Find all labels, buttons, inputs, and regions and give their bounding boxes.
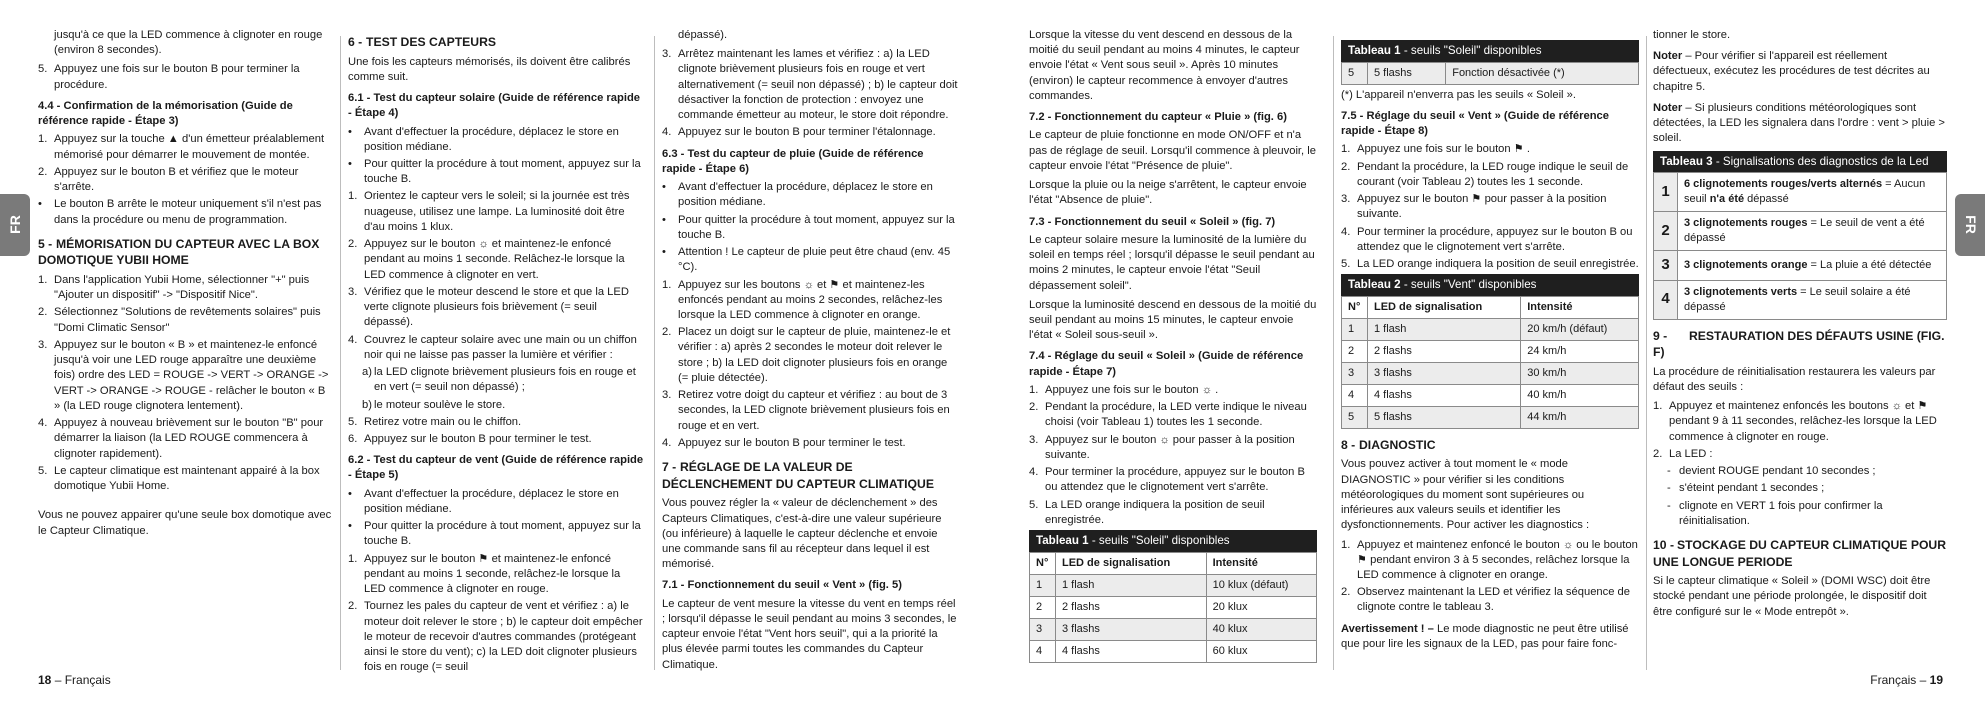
list-item <box>348 125 644 155</box>
table-cell: 2 <box>1030 596 1056 618</box>
list-item <box>662 125 958 140</box>
table-cell: 60 klux <box>1206 640 1316 662</box>
list-item <box>1341 160 1639 190</box>
table-1 <box>1029 530 1317 663</box>
table-cell: Fonction désactivée (*) <box>1446 62 1639 84</box>
list-item-text: Avant d'effectuer la procédure, déplacez le store en position médiane. <box>364 487 619 515</box>
list-marker: 4. <box>662 126 672 139</box>
table-header-cell: N° <box>1342 297 1368 319</box>
table-1-body <box>1030 574 1317 662</box>
list-marker: - <box>1667 465 1671 478</box>
table-cell: 2 flashs <box>1368 340 1521 362</box>
list-marker: 2. <box>1341 586 1351 599</box>
list-item-text: la LED clignote brièvement plusieurs fois en rouge et en vert (= seuil non dépassé) ; <box>374 366 636 394</box>
table-3 <box>1653 151 1947 320</box>
list-item-text: Couvrez le capteur solaire avec une main ou un chiffon noir qui ne laisse pas passer la lumière et vérifier : <box>364 333 637 361</box>
table-row <box>1342 319 1639 341</box>
list-item <box>1341 192 1639 222</box>
list-marker: • <box>38 198 42 211</box>
list-item-text: Appuyez et maintenez enfoncés les boutons ☼ et ⚑ pendant 9 à 11 secondes, relâchez-les lorsque la LED commence à clignoter en rouge. <box>1669 400 1937 443</box>
table-header-cell: Intensité <box>1206 552 1316 574</box>
table-cell: 4 <box>1030 640 1056 662</box>
section-heading-6-2: 6.2 - Test du capteur de vent (Guide de référence rapide - Étape 5) <box>348 454 644 482</box>
paragraph: Le capteur solaire mesure la luminosité de la lumière du soleil en temps réel ; lorsqu'il dépasse le seuil pendant au moins 2 minutes, le capteur envoie l'état "Seuil dépassement soleil". <box>1029 233 1315 292</box>
list-marker: 1. <box>348 190 358 203</box>
table-cell: 44 km/h <box>1521 406 1639 428</box>
table-cell: 2 <box>1342 340 1368 362</box>
list-5 <box>38 273 332 494</box>
table-header-cell: N° <box>1030 552 1056 574</box>
list-marker: • <box>348 520 352 533</box>
list-item <box>348 237 644 283</box>
table-row <box>1342 340 1639 362</box>
column-5 <box>1341 38 1639 656</box>
table-row <box>1654 212 1947 251</box>
paragraph: Vous pouvez activer à tout moment le « mode DIAGNOSTIC » pour vérifier si les conditions météorologiques du moment sont supérieures ou inférieures aux valeurs seuils et identifier les dysfonctionnements. Pour activer les diagnostics : <box>1341 458 1590 532</box>
list-item-text: Pour terminer la procédure, appuyez sur le bouton B ou attendez que le clignotement vert s'arrête. <box>1045 466 1305 494</box>
table-cell: 10 klux (défaut) <box>1206 574 1316 596</box>
list-item <box>1029 383 1317 398</box>
warning-note: Avertissement ! – Le mode diagnostic ne peut être utilisé que pour lire les signaux de la LED, pas pour faire fonc- <box>1341 622 1629 650</box>
list-8 <box>1341 538 1639 616</box>
bullets-6-2 <box>348 487 644 550</box>
list-marker: • <box>662 246 666 259</box>
list-item-text: Appuyez sur le bouton ⚑ pour passer à la position suivante. <box>1357 193 1607 221</box>
section-heading-7: 7 - RÉGLAGE DE LA VALEUR DE DÉCLENCHEMENT DU CAPTEUR CLIMATIQUE <box>662 460 934 491</box>
table-row <box>1342 406 1639 428</box>
table-cell: 5 <box>1342 406 1368 428</box>
list-item-text: Le bouton B arrête le moteur uniquement s'il n'est pas dans la procédure ou menu de programmation. <box>54 198 322 226</box>
list-item-text: Appuyez sur le bouton B pour terminer l'étalonnage. <box>678 126 936 139</box>
list-item <box>1653 464 1947 479</box>
section-heading-7-2: 7.2 - Fonctionnement du capteur « Pluie » (fig. 6) <box>1029 111 1287 124</box>
list-marker: 1. <box>1029 383 1039 396</box>
list-item <box>38 305 332 335</box>
table-1-continued-body <box>1342 62 1639 84</box>
list-item-text: s'éteint pendant 1 secondes ; <box>1679 482 1825 495</box>
table-row <box>1654 173 1947 212</box>
right-page <box>992 0 1985 702</box>
table-cell: 3 <box>1342 362 1368 384</box>
paragraph: Lorsque la pluie ou la neige s'arrêtent, le capteur envoie l'état "Absence de pluie". <box>1029 179 1307 207</box>
list-marker: 2. <box>38 306 48 319</box>
diagnostic-description: 3 clignotements verts = Le seuil solaire a été dépassé <box>1678 280 1947 319</box>
list-marker: 2. <box>38 165 48 178</box>
table-cell: 24 km/h <box>1521 340 1639 362</box>
continued-text: tionner le store. <box>1653 29 1731 41</box>
list-item <box>662 325 958 386</box>
diagnostic-number: 3 <box>1654 251 1678 280</box>
list-item-text: Observez maintenant la LED et vérifiez la séquence de clignote contre le tableau 3. <box>1357 586 1631 614</box>
list-marker: 5. <box>1029 498 1039 511</box>
list-item <box>348 398 644 413</box>
table-cell: 3 flashs <box>1056 618 1207 640</box>
list-item <box>662 213 958 243</box>
paragraph: Le capteur de pluie fonctionne en mode ON/OFF et n'a pas de réglage de seuil. Lorsqu'il commence à pleuvoir, le capteur envoie l'état "Présence de pluie". <box>1029 129 1316 172</box>
table-cell: 1 <box>1030 574 1056 596</box>
list-item <box>662 47 958 123</box>
list-marker: 6. <box>348 432 358 445</box>
list-item-text: La LED : <box>1669 447 1713 460</box>
list-item <box>348 189 644 235</box>
list-marker: 1. <box>1341 143 1351 156</box>
column-3 <box>662 28 958 677</box>
list-marker: a) <box>362 366 372 379</box>
list-item <box>1029 465 1317 495</box>
column-4 <box>1029 28 1317 671</box>
list-9 <box>1653 399 1947 529</box>
table-3-body <box>1654 173 1947 319</box>
list-item <box>1341 225 1639 255</box>
list-item-text: Orientez le capteur vers le soleil; si la journée est très nuageuse, utilisez une lampe. La luminosité doit être d'au moins 1 klux. <box>364 190 630 233</box>
footer-left: 18 – Français <box>38 673 111 687</box>
table-header-row <box>1030 552 1317 574</box>
list-marker: 3. <box>38 338 48 351</box>
list-marker: - <box>1667 482 1671 495</box>
list-item-text: Vérifiez que le moteur descend le store et que la LED verte clignote plusieurs fois brièvement (= seuil dépassé). <box>364 285 629 329</box>
list-marker: 5. <box>38 464 48 477</box>
list-item <box>38 416 332 462</box>
list-item-text: Appuyez sur le bouton B pour terminer le test. <box>364 432 592 445</box>
note-2: Noter – Si plusieurs conditions météorologiques sont détectées, la LED les signalera dans l'ordre : vent > pluie > soleil. <box>1653 101 1945 145</box>
list-marker: 3. <box>662 48 672 61</box>
table-cell: 30 km/h <box>1521 362 1639 384</box>
language-tab-label: FR <box>6 215 23 235</box>
table-row <box>1030 618 1317 640</box>
paragraph: Lorsque la luminosité descend en dessous de la moitié du seuil pendant au moins 15 minutes, le capteur envoie l'état « Soleil sous-seuil ». <box>1029 298 1317 342</box>
footer-right: Français – 19 <box>1870 673 1943 687</box>
bullets-6-3 <box>662 180 958 275</box>
table-3-caption: Tableau 3 - Signalisations des diagnostics de la Led <box>1653 151 1947 173</box>
list-item-text: Appuyez sur le bouton B pour terminer le test. <box>678 436 906 449</box>
section-heading-4-4: 4.4 - Confirmation de la mémorisation (Guide de référence rapide - Étape 3) <box>38 99 293 128</box>
list-marker: 1. <box>38 274 48 286</box>
section-heading-9: 9 - RESTAURATION DES DÉFAUTS USINE (FIG. F) <box>1653 328 1945 360</box>
list-6-1 <box>348 189 644 447</box>
list-item <box>38 165 332 195</box>
section-7-1-text: Le capteur de vent mesure la vitesse du vent en temps réel ; lorsqu'il dépasse le seuil pendant au moins 3 secondes, le capteur envoie l'état "Vent hors seuil", qui a la priorité la plus élevée parmi toutes les commandes du Capteur Climatique. <box>662 597 957 671</box>
list-item-text: Pour quitter la procédure à tout moment, appuyez sur la touche B. <box>364 158 641 186</box>
list-item-text: le moteur soulève le store. <box>374 398 506 411</box>
bullets-6-1 <box>348 125 644 188</box>
list-6-2-continued <box>662 47 958 140</box>
table-cell: 1 flash <box>1368 319 1521 341</box>
section-heading-6-1: 6.1 - Test du capteur solaire (Guide de référence rapide - Étape 4) <box>348 92 641 120</box>
column-divider <box>1333 36 1334 670</box>
list-item-text: Appuyez sur le bouton ⚑ et maintenez-le enfoncé pendant au moins 1 seconde, relâchez-le lorsque la LED commence à clignoter en rouge. <box>364 552 621 596</box>
table-cell: 20 klux <box>1206 596 1316 618</box>
table-cell: 4 flashs <box>1056 640 1207 662</box>
list-item-text: Appuyez une fois sur le bouton ⚑ . <box>1357 143 1530 156</box>
page-number: 19 <box>1929 673 1943 687</box>
list-item <box>662 245 958 275</box>
table-cell: 5 flashs <box>1368 62 1446 84</box>
list-item <box>1341 257 1639 272</box>
list-item-text: La LED orange indiquera la position de seuil enregistrée. <box>1045 498 1265 526</box>
table-cell: 40 km/h <box>1521 384 1639 406</box>
left-page <box>0 0 992 702</box>
list-6-2 <box>348 552 644 676</box>
list-item <box>38 197 332 227</box>
list-marker: 5. <box>348 415 358 428</box>
intro-text: Une fois les capteurs mémorisés, ils doivent être calibrés comme suit. <box>348 55 631 83</box>
list-6-3 <box>662 278 958 452</box>
list-item: 5. Appuyez une fois sur le bouton B pour terminer la procédure. <box>38 63 300 91</box>
section-heading-8: 8 - DIAGNOSTIC <box>1341 437 1436 452</box>
table-2-body <box>1342 319 1639 429</box>
list-marker: 3. <box>662 389 672 402</box>
section-7-text: Vous pouvez régler la « valeur de déclenchement » des Capteurs Climatiques, c'est-à-dire une valeur supérieure (ou inférieure) à laquelle le capteur déclenche et envoie une commande sans fil au récepteur dans lequel il est mémorisé. <box>662 497 942 571</box>
paragraph: Si le capteur climatique « Soleil » (DOMI WSC) doit être stocké pendant une période prolongée, le dispositif doit être configuré sur le « Mode entrepôt ». <box>1653 575 1931 618</box>
final-note: Vous ne pouvez appairer qu'une seule box domotique avec le Capteur Climatique. <box>38 509 332 537</box>
table-row <box>1030 640 1317 662</box>
section-heading-5: 5 - MÉMORISATION DU CAPTEUR AVEC LA BOX DOMOTIQUE YUBII HOME <box>38 236 320 268</box>
list-item-text: Pour quitter la procédure à tout moment, appuyez sur la touche B. <box>678 213 955 241</box>
list-marker: 4. <box>348 333 358 346</box>
list-item <box>348 365 644 395</box>
table-header-cell: LED de signalisation <box>1368 297 1521 319</box>
table-2 <box>1341 274 1639 428</box>
table-cell: 3 <box>1030 618 1056 640</box>
list-marker: • <box>662 181 666 194</box>
list-marker: 2. <box>348 238 358 251</box>
list-7-5 <box>1341 142 1639 272</box>
page-number: 18 <box>38 673 52 687</box>
list-item-text: Le capteur climatique est maintenant appairé à la box domotique Yubii Home. <box>54 464 320 493</box>
list-item-text: Pour terminer la procédure, appuyez sur le bouton B ou attendez que le clignotement vert s'arrête. <box>1357 225 1633 253</box>
list-item-text: Avant d'effectuer la procédure, déplacez le store en position médiane. <box>364 125 619 153</box>
list-marker: - <box>1667 499 1671 512</box>
list-item-text: Tournez les pales du capteur de vent et vérifiez : a) le moteur doit relever le store ; b) le capteur doit empêcher le moteur de recevoir d'autres commandes (protégeant ainsi le store du vent); c) la LED doit clignoter plusieurs fois en rouge (= seuil <box>364 600 643 674</box>
list-item-text: Arrêtez maintenant les lames et vérifiez : a) la LED clignote brièvement plusieurs fois en rouge et vert alternativement (= seuil non dépassé) ; b) le capteur doit désactiver la fonction de protection : envoyez une commande émetteur au moteur, le store doit répondre. <box>678 48 958 122</box>
list-item <box>1653 447 1947 462</box>
list-marker: 2. <box>1653 447 1663 460</box>
section-heading-6-3: 6.3 - Test du capteur de pluie (Guide de référence rapide - Étape 6) <box>662 147 924 175</box>
list-item-text: Appuyez sur le bouton B et vérifiez que le moteur s'arrête. <box>54 165 299 194</box>
language-tab-left <box>0 194 30 256</box>
list-item-text: Appuyez une fois sur le bouton ☼ . <box>1045 383 1219 396</box>
list-marker: 1. <box>348 552 358 565</box>
list-item <box>662 388 958 434</box>
language-tab-right <box>1955 194 1985 256</box>
list-marker: 2. <box>662 326 672 339</box>
table-cell: 3 flashs <box>1368 362 1521 384</box>
column-6 <box>1653 28 1947 624</box>
column-divider <box>654 36 655 670</box>
list-item <box>38 273 332 303</box>
list-item-text: Pour quitter la procédure à tout moment, appuyez sur la touche B. <box>364 520 641 548</box>
list-item-text: Appuyez sur le bouton ☼ pour passer à la position suivante. <box>1045 433 1295 461</box>
table-cell: 1 <box>1342 319 1368 341</box>
list-item-text: Appuyez et maintenez enfoncé le bouton ☼ ou le bouton ⚑ pendant environ 3 à 5 secondes, relâchez lorsque la LED commence à clignoter en orange. <box>1357 538 1638 582</box>
list-item <box>348 285 644 331</box>
column-divider <box>1646 36 1647 670</box>
section-heading-7-1: 7.1 - Fonctionnement du seuil « Vent » (fig. 5) <box>662 579 902 592</box>
list-item <box>1029 498 1317 528</box>
list-item-text: Sélectionnez "Solutions de revêtements solaires" puis "Domi Climatic Sensor" <box>54 306 321 334</box>
list-marker: 3. <box>1341 193 1351 206</box>
list-item <box>348 519 644 549</box>
table-cell: 5 <box>1342 62 1368 84</box>
table-1-caption: Tableau 1 - seuils "Soleil" disponibles <box>1029 530 1317 552</box>
list-item <box>348 599 644 675</box>
list-7-4 <box>1029 383 1317 528</box>
list-item <box>38 338 332 414</box>
list-item-text: Placez un doigt sur le capteur de pluie, maintenez-le et vérifier : a) après 2 secondes le moteur doit relever le store ; b) la LED doit clignoter plusieurs fois en orange (= pluie détectée). <box>678 326 951 384</box>
diagnostic-number: 1 <box>1654 173 1678 212</box>
table-row <box>1030 574 1317 596</box>
list-marker: 1. <box>1341 538 1351 551</box>
table-header-cell: LED de signalisation <box>1056 552 1207 574</box>
list-item-text: Retirez votre main ou le chiffon. <box>364 415 522 428</box>
list-marker: 2. <box>348 600 358 613</box>
list-item <box>38 464 332 494</box>
list-marker: 4. <box>662 436 672 449</box>
list-marker: • <box>348 125 352 138</box>
list-item <box>1341 538 1639 584</box>
list-marker: 4. <box>38 417 48 430</box>
list-item <box>1653 481 1947 496</box>
column-divider <box>340 36 341 670</box>
language-tab-label: FR <box>1962 215 1979 235</box>
list-item-text: Avant d'effectuer la procédure, déplacez le store en position médiane. <box>678 181 933 209</box>
list-item-text: devient ROUGE pendant 10 secondes ; <box>1679 465 1876 478</box>
note-1: Noter – Pour vérifier si l'appareil est réellement défectueux, exécutez les procédures de test décrites au chapitre 5. <box>1653 50 1930 93</box>
column-2 <box>348 28 644 678</box>
table-cell: 5 flashs <box>1368 406 1521 428</box>
list-item-text: Appuyez sur le bouton « B » et maintenez-le enfoncé jusqu'à voir une LED rouge apparaître une deuxième fois) ordre des LED = ROUGE -> VERT -> ORANGE -> VERT -> ORANGE -> ROUGE - relâcher le bouton « B » (la LED rouge clignotera lentement). <box>54 338 329 412</box>
table-row <box>1342 62 1639 84</box>
list-marker: 3. <box>1029 433 1039 446</box>
diagnostic-number: 4 <box>1654 280 1678 319</box>
table-header-row <box>1342 297 1639 319</box>
list-item <box>1653 499 1947 529</box>
list-marker: 1. <box>38 133 48 146</box>
list-item <box>38 132 332 162</box>
list-marker: 2. <box>1029 401 1039 414</box>
footnote: (*) L'appareil n'enverra pas les seuils « Soleil ». <box>1341 88 1576 101</box>
list-item-text: Retirez votre doigt du capteur et vérifiez : au bout de 3 secondes, la LED clignote brièvement plusieurs fois en rouge et en vert. <box>678 389 950 432</box>
list-item-text: Appuyez à nouveau brièvement sur le bouton "B" pour démarrer la liaison (la LED ROUGE commencera à clignoter rapidement). <box>54 417 324 460</box>
list-item <box>1653 399 1947 445</box>
diagnostic-description: 6 clignotements rouges/verts alternés = Aucun seuil n'a été dépassé <box>1678 173 1947 212</box>
list-item <box>1029 433 1317 463</box>
list-item <box>348 432 644 447</box>
section-heading-6: 6 - TEST DES CAPTEURS <box>348 35 497 49</box>
column-1 <box>38 28 332 543</box>
list-marker: • <box>348 487 352 500</box>
list-item-text: Attention ! Le capteur de pluie peut être chaud (env. 45 °C). <box>678 246 951 274</box>
list-marker: • <box>662 213 666 226</box>
section-heading-7-3: 7.3 - Fonctionnement du seuil « Soleil » (fig. 7) <box>1029 215 1276 228</box>
list-item <box>662 180 958 210</box>
list-item-text: Dans l'application Yubii Home, sélectionner "+" puis "Ajouter un dispositif" -> "Dispositif Nice". <box>54 274 310 302</box>
table-cell: 40 klux <box>1206 618 1316 640</box>
list-item <box>1341 585 1639 615</box>
list-item <box>348 157 644 187</box>
list-item <box>348 415 644 430</box>
table-row <box>1654 251 1947 280</box>
section-heading-7-5: 7.5 - Réglage du seuil « Vent » (Guide de référence rapide - Étape 8) <box>1341 109 1609 138</box>
list-item-text: Appuyez sur les boutons ☼ et ⚑ et maintenez-les enfoncés pendant au moins 2 secondes, relâchez-les lorsque la LED commence à clignoter en orange. <box>678 278 943 321</box>
list-item <box>662 436 958 451</box>
list-item-text: La LED orange indiquera la position de seuil enregistrée. <box>1357 258 1639 271</box>
list-item-text: Pendant la procédure, la LED verte indique le niveau choisi (voir Tableau 1) toutes les 1 seconde. <box>1045 401 1307 429</box>
list-marker: 3. <box>348 285 358 298</box>
list-item-text: Appuyez sur le bouton ☼ et maintenez-le enfoncé pendant au moins 1 seconde. Relâchez-le lorsque la LED commence à clignoter en vert. <box>364 238 625 281</box>
list-marker: • <box>348 158 352 170</box>
list-marker: 5. <box>1341 258 1351 271</box>
section-heading-10: 10 - STOCKAGE DU CAPTEUR CLIMATIQUE POUR UNE LONGUE PERIODE <box>1653 538 1947 569</box>
continued-text: jusqu'à ce que la LED commence à clignoter en rouge (environ 8 secondes). <box>54 29 323 57</box>
table-row <box>1342 362 1639 384</box>
list-4-4 <box>38 132 332 227</box>
table-cell: 4 flashs <box>1368 384 1521 406</box>
table-cell: 1 flash <box>1056 574 1207 596</box>
table-cell: 4 <box>1342 384 1368 406</box>
table-2-caption: Tableau 2 - seuils "Vent" disponibles <box>1341 274 1639 296</box>
list-marker: b) <box>362 398 372 411</box>
table-row <box>1342 384 1639 406</box>
paragraph: La procédure de réinitialisation restaurera les valeurs par défaut des seuils : <box>1653 365 1936 393</box>
table-1-caption: Tableau 1 - seuils "Soleil" disponibles <box>1341 40 1639 62</box>
list-item <box>1029 400 1317 430</box>
list-marker: 1. <box>662 278 672 291</box>
table-header-cell: Intensité <box>1521 297 1639 319</box>
list-item-text: Pendant la procédure, la LED rouge indique le seuil de courant (voir Tableau 2) toutes les 1 seconde. <box>1357 160 1629 188</box>
table-cell: 2 flashs <box>1056 596 1207 618</box>
table-row <box>1030 596 1317 618</box>
list-marker: 4. <box>1341 225 1351 238</box>
diagnostic-number: 2 <box>1654 212 1678 251</box>
list-marker: 4. <box>1029 466 1039 479</box>
list-marker: 2. <box>1341 160 1351 173</box>
list-item <box>348 487 644 517</box>
continued-text: dépassé). <box>678 29 728 41</box>
list-item <box>1341 142 1639 157</box>
list-item-text: clignote en VERT 1 fois pour confirmer la réinitialisation. <box>1679 499 1883 527</box>
table-cell: 20 km/h (défaut) <box>1521 319 1639 341</box>
list-item-text: Appuyez sur la touche ▲ d'un émetteur préalablement mémorisé pour démarrer le mouvement de montée. <box>54 133 325 161</box>
table-1-continued <box>1341 40 1639 85</box>
table-row <box>1654 280 1947 319</box>
diagnostic-description: 3 clignotements orange = La pluie a été détectée <box>1678 251 1947 280</box>
list-item <box>662 278 958 324</box>
list-marker: 1. <box>1653 400 1663 413</box>
list-item <box>348 552 644 598</box>
section-heading-7-4: 7.4 - Réglage du seuil « Soleil » (Guide de référence rapide - Étape 7) <box>1029 350 1304 378</box>
list-item <box>348 333 644 363</box>
diagnostic-description: 3 clignotements rouges = Le seuil de vent a été dépassé <box>1678 212 1947 251</box>
paragraph: Lorsque la vitesse du vent descend en dessous de la moitié du seuil pendant au moins 4 minutes, le capteur envoie l'état « Vent sous seuil ». Après 10 minutes (environ) le capteur recommence à envoyer d'autres commandes. <box>1029 29 1300 102</box>
